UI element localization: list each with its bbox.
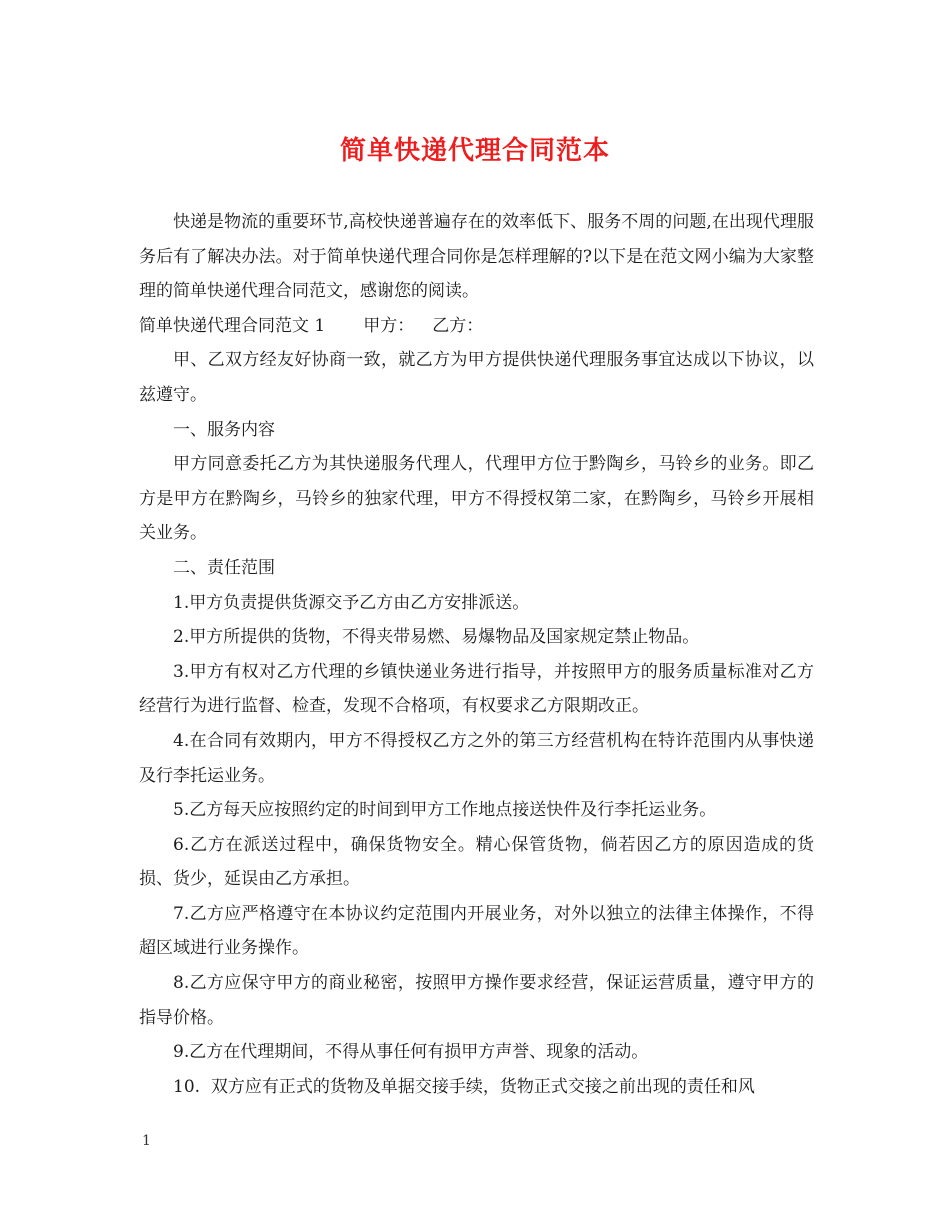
list-item: 8.乙方应保守甲方的商业秘密，按照甲方操作要求经营，保证运营质量，遵守甲方的指导价格。: [139, 973, 814, 1028]
section2-heading: 二、责任范围: [173, 557, 275, 578]
sample-heading-line: [139, 309, 814, 344]
list-item: 9.乙方在代理期间，不得从事任何有损甲方声誉、现象的活动。: [173, 1042, 649, 1063]
party-a-label: 甲方：: [363, 315, 415, 336]
page-number: 1: [142, 1133, 151, 1149]
document-title: 简单快递代理合同范本: [339, 136, 610, 166]
list-item: 3.甲方有权对乙方代理的乡镇快递业务进行指导，并按照甲方的服务质量标准对乙方 经营行为进行监督、检查，发现不合格项，有权要求乙方限期改正。: [139, 661, 825, 717]
document-body: [139, 205, 825, 1104]
list-item: 5.乙方每天应按照约定的时间到甲方工作地点接送快件及行李托运业务。: [173, 800, 717, 821]
section1-heading: 一、服务内容: [173, 419, 275, 440]
list-item: 1.甲方负责提供货源交予乙方由乙方安排派送。: [173, 592, 530, 613]
list-item: 10. 双方应有正式的货物及单据交接手续，货物正式交接之前出现的责任和风: [173, 1076, 755, 1097]
list-item: 6.乙方在派送过程中，确保货物安全。精心保管货物，倘若因乙方的原因造成的货损、货少，延误由乙方承担。: [139, 834, 814, 890]
list-item: 2.甲方所提供的货物，不得夹带易燃、易爆物品及国家规定禁止物品。: [173, 627, 700, 648]
list-item: 7.乙方应严格遵守在本协议约定范围内开展业务，对外以独立的法律主体操作，不得超区域进行业务操作。: [139, 903, 814, 959]
list-item: 4.在合同有效期内，甲方不得授权乙方之外的第三方经营机构在特许范围内从事快递及行李托运业务。: [139, 730, 814, 786]
party-b-label: 乙方：: [432, 315, 484, 336]
section1-body: 甲方同意委托乙方为其快递服务代理人，代理甲方位于黔陶乡，马铃乡的业务。即乙方是甲方在黔陶乡，马铃乡的独家代理，甲方不得授权第二家，在黔陶乡，马铃乡开展相关业务。: [139, 454, 814, 544]
intro-paragraph: 快递是物流的重要环节,高校快递普遍存在的效率低下、服务不周的问题,在出现代理服务后有了解决办法。对于简单快递代理合同你是怎样理解的?以下是在范文网小编为大家整理的简单快递代理合同范文，感谢您的阅读。: [139, 212, 814, 302]
agreement-paragraph: 甲、乙双方经友好协商一致，就乙方为甲方提供快递代理服务事宜达成以下协议，以兹遵守。: [139, 350, 814, 405]
sample-heading: 简单快递代理合同范文 1: [139, 315, 326, 336]
